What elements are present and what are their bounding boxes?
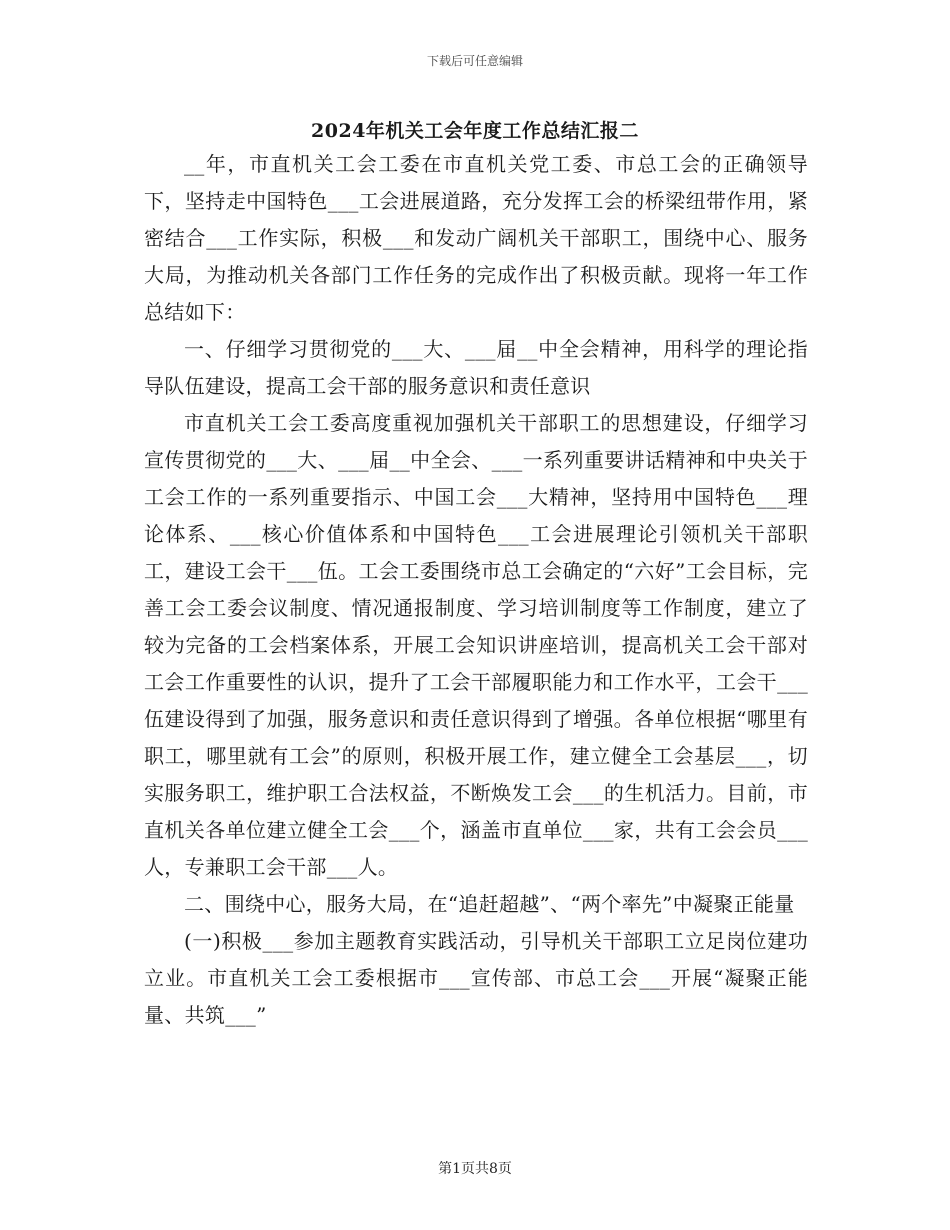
- document-title: 2024年机关工会年度工作总结汇报二: [311, 120, 639, 142]
- document-body: [144, 146, 808, 1034]
- paragraph-section-1: 市直机关工会工委高度重视加强机关干部职工的思想建设，仔细学习宣传贯彻党的___大、___届__中全会、___一系列重要讲话精神和中央关于工会工作的一系列重要指示、中国工会___大精神，坚持用中国特色___理论体系、___核心价值体系和中国特色___工会进展理论引领机关干部职工，建设工会干___伍。工会工委围绕市总工会确定的“六好”工会目标，完善工会工委会议制度、情况通报制度、学习培训制度等工作制度，建立了较为完备的工会档案体系，开展工会知识讲座培训，提高机关工会干部对工会工作重要性的认识，提升了工会干部履职能力和工作水平，工会干___伍建设得到了加强，服务意识和责任意识得到了增强。各单位根据“哪里有职工，哪里就有工会”的原则，积极开展工作，建立健全工会基层___，切实服务职工，维护职工合法权益，不断焕发工会___的生机活力。目前，市直机关各单位建立健全工会___个，涵盖市直单位___家，共有工会会员___人，专兼职工会干部___人。: [144, 411, 808, 879]
- section-heading-1: 一、仔细学习贯彻党的___大、___届__中全会精神，用科学的理论指导队伍建设，提高工会干部的服务意识和责任意识: [144, 337, 808, 398]
- page-header-note: 下载后可任意编辑: [426, 54, 523, 68]
- paragraph-subsection-1: (一)积极___参加主题教育实践活动，引导机关干部职工立足岗位建功立业。市直机关工会工委根据市___宣传部、市总工会___开展“凝聚正能量、共筑___”: [144, 929, 808, 1027]
- paragraph-intro: __年，市直机关工会工委在市直机关党工委、市总工会的正确领导下，坚持走中国特色___工会进展道路，充分发挥工会的桥梁纽带作用，紧密结合___工作实际，积极___和发动广阔机关干部职工，围绕中心、服务大局，为推动机关各部门工作任务的完成作出了积极贡献。现将一年工作总结如下：: [144, 152, 808, 324]
- section-heading-2: 二、围绕中心，服务大局，在“追赶超越”、“两个率先”中凝聚正能量: [184, 892, 795, 916]
- page-number: 第1页共8页: [438, 1161, 512, 1177]
